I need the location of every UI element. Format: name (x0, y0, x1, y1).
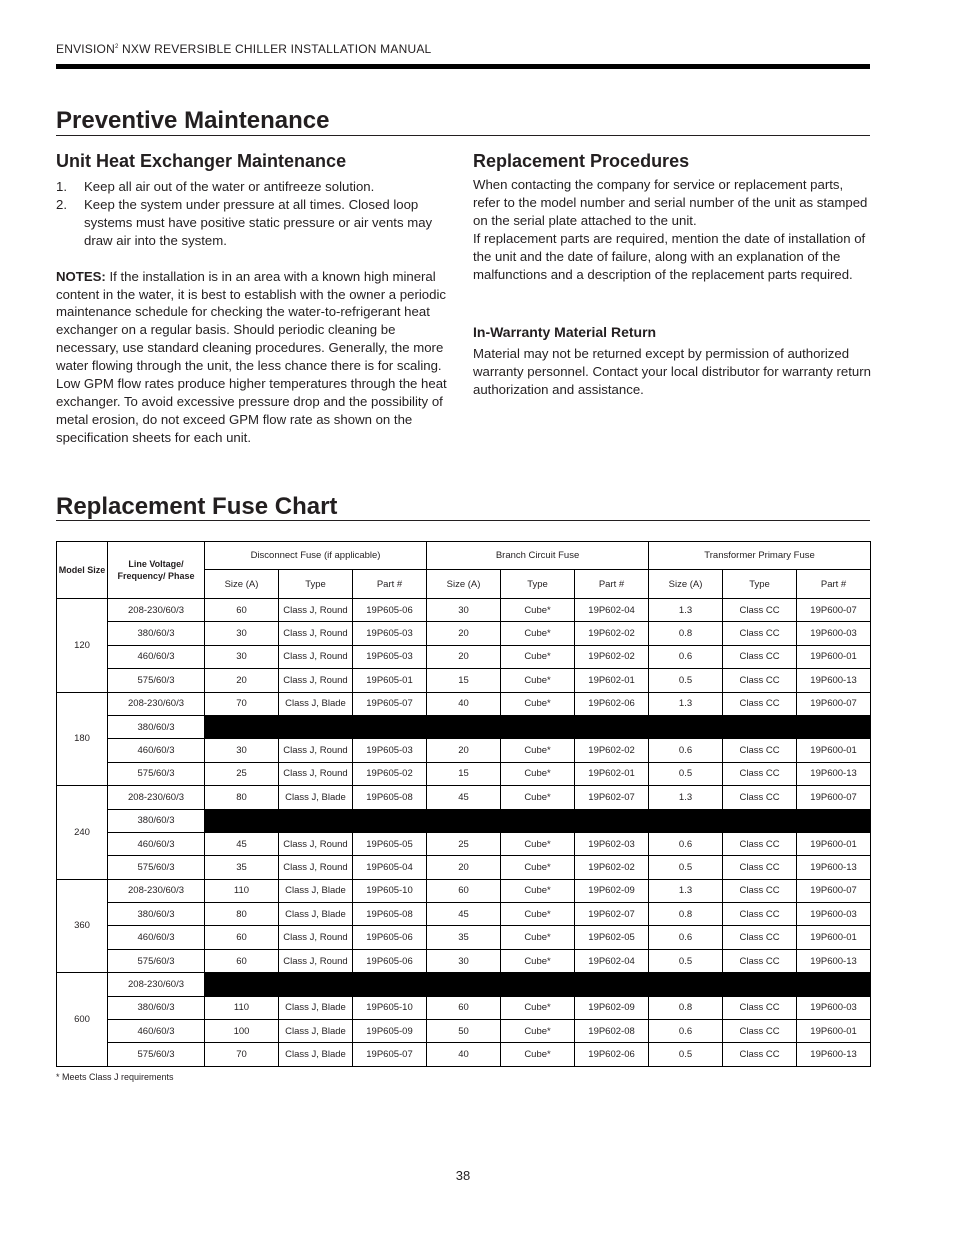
table-cell: 20 (205, 669, 279, 692)
table-cell: Class J, Round (279, 832, 353, 855)
table-cell: 19P602-04 (575, 949, 649, 972)
not-available-cell (205, 715, 871, 738)
model-size-cell: 360 (57, 879, 108, 973)
table-cell: 19P605-02 (353, 762, 427, 785)
table-cell: Cube* (501, 856, 575, 879)
table-cell: Cube* (501, 669, 575, 692)
section-title-fuse-chart: Replacement Fuse Chart (56, 493, 338, 520)
voltage-cell: 208-230/60/3 (108, 973, 205, 996)
table-cell: 19P600-13 (797, 949, 871, 972)
voltage-cell: 575/60/3 (108, 856, 205, 879)
table-cell: 19P605-07 (353, 1043, 427, 1066)
table-cell: Cube* (501, 832, 575, 855)
table-cell: 19P600-01 (797, 926, 871, 949)
voltage-cell: 380/60/3 (108, 903, 205, 926)
header-size: Size (A) (205, 570, 279, 599)
header-part: Part # (353, 570, 427, 599)
table-cell: Class J, Blade (279, 879, 353, 902)
table-cell: 35 (427, 926, 501, 949)
table-cell: 1.3 (649, 786, 723, 809)
table-cell: 0.6 (649, 1020, 723, 1043)
table-cell: Cube* (501, 762, 575, 785)
table-cell: Class J, Round (279, 622, 353, 645)
table-row (57, 973, 871, 996)
table-cell: 19P600-01 (797, 645, 871, 668)
table-cell: Class J, Round (279, 739, 353, 762)
table-cell: Cube* (501, 903, 575, 926)
table-row (57, 645, 871, 668)
table-cell: 0.6 (649, 926, 723, 949)
table-cell: 0.5 (649, 762, 723, 785)
table-cell: 19P602-02 (575, 645, 649, 668)
table-cell: 30 (427, 599, 501, 622)
table-cell: 0.5 (649, 949, 723, 972)
table-cell: 45 (427, 786, 501, 809)
heading-in-warranty: In-Warranty Material Return (473, 324, 657, 340)
table-cell: 1.3 (649, 692, 723, 715)
table-cell: Class CC (723, 856, 797, 879)
table-cell: Class J, Blade (279, 903, 353, 926)
table-cell: 0.6 (649, 832, 723, 855)
table-cell: Class CC (723, 1043, 797, 1066)
table-cell: Class CC (723, 786, 797, 809)
notes-paragraph: NOTES: If the installation is in an area with a known high mineral content in the water, it is best to establish with the owner a periodic maintenance schedule for checking the water-to-refrigerant heat exchanger on a regular basis. Should periodic cleaning be necessary, use standard cleaning procedures. Generally, the more water flowing through the unit, the less chance there is for scaling. Low GPM flow rates produce higher temperatures through the heat exchanger. To avoid excessive pressure drop and the possibility of metal erosion, do not exceed GPM flow rate as shown on the specification sheets for each unit. (56, 268, 447, 445)
heat-exchanger-content (56, 178, 456, 447)
fuse-table-body (57, 599, 871, 1067)
table-cell: 40 (427, 1043, 501, 1066)
table-cell: 19P605-05 (353, 832, 427, 855)
table-cell: Class CC (723, 926, 797, 949)
table-cell: 40 (427, 692, 501, 715)
list-item (56, 196, 456, 250)
table-cell: 19P602-01 (575, 762, 649, 785)
voltage-cell: 575/60/3 (108, 1043, 205, 1066)
table-cell: 19P600-13 (797, 1043, 871, 1066)
table-cell: 0.5 (649, 669, 723, 692)
table-cell: Class CC (723, 599, 797, 622)
warranty-paragraph: Material may not be returned except by permission of authorized warranty personnel. Contact your local distributor for warranty return authorization and assistance. (473, 346, 871, 397)
table-cell: Class J, Round (279, 645, 353, 668)
table-cell: 20 (427, 739, 501, 762)
table-row (57, 692, 871, 715)
table-cell: 19P600-01 (797, 739, 871, 762)
table-cell: 15 (427, 669, 501, 692)
table-cell: 19P600-03 (797, 996, 871, 1019)
replacement-para-2: If replacement parts are required, mention the date of installation of the unit and the date of failure, along with an explanation of the malfunctions and a description of the replacement parts required. (473, 230, 866, 282)
warranty-content (473, 345, 873, 399)
header-part: Part # (575, 570, 649, 599)
table-cell: 19P605-03 (353, 622, 427, 645)
list-number: 1. (56, 179, 67, 194)
model-size-cell: 600 (57, 973, 108, 1067)
voltage-cell: 208-230/60/3 (108, 879, 205, 902)
table-footnote: * Meets Class J requirements (56, 1072, 174, 1082)
table-cell: Cube* (501, 879, 575, 902)
table-cell: Class CC (723, 832, 797, 855)
table-cell: 45 (427, 903, 501, 926)
table-cell: Cube* (501, 739, 575, 762)
maintenance-list (56, 178, 456, 250)
table-cell: 19P605-09 (353, 1020, 427, 1043)
table-cell: Cube* (501, 1020, 575, 1043)
replacement-content (473, 176, 873, 283)
list-number: 2. (56, 196, 67, 212)
voltage-cell: 208-230/60/3 (108, 692, 205, 715)
table-cell: 19P600-03 (797, 622, 871, 645)
table-cell: 19P605-06 (353, 949, 427, 972)
table-cell: Class J, Round (279, 949, 353, 972)
table-cell: 19P602-01 (575, 669, 649, 692)
table-cell: 80 (205, 903, 279, 926)
table-row (57, 669, 871, 692)
table-row (57, 879, 871, 902)
table-cell: 19P602-06 (575, 692, 649, 715)
table-cell: 19P602-09 (575, 879, 649, 902)
table-cell: Class J, Round (279, 762, 353, 785)
voltage-cell: 460/60/3 (108, 1020, 205, 1043)
table-cell: 20 (427, 622, 501, 645)
header-type: Type (501, 570, 575, 599)
table-cell: 19P605-06 (353, 926, 427, 949)
table-cell: 0.6 (649, 739, 723, 762)
table-cell: 19P600-03 (797, 903, 871, 926)
table-row (57, 739, 871, 762)
table-row (57, 1043, 871, 1066)
model-size-cell: 180 (57, 692, 108, 786)
table-cell: 80 (205, 786, 279, 809)
voltage-cell: 575/60/3 (108, 949, 205, 972)
table-cell: 19P605-07 (353, 692, 427, 715)
table-row (57, 996, 871, 1019)
table-cell: Class J, Round (279, 926, 353, 949)
table-cell: Class J, Blade (279, 786, 353, 809)
table-cell: Class J, Round (279, 599, 353, 622)
header-type: Type (279, 570, 353, 599)
table-cell: 60 (205, 926, 279, 949)
section-rule (56, 520, 870, 521)
model-size-cell: 240 (57, 786, 108, 880)
voltage-cell: 208-230/60/3 (108, 599, 205, 622)
table-cell: Cube* (501, 622, 575, 645)
table-cell: 70 (205, 1043, 279, 1066)
table-cell: 19P605-06 (353, 599, 427, 622)
table-row (57, 786, 871, 809)
table-cell: 60 (205, 949, 279, 972)
table-cell: 19P600-07 (797, 879, 871, 902)
table-cell: 45 (205, 832, 279, 855)
section-title-preventive-maintenance: Preventive Maintenance (56, 107, 330, 134)
table-cell: Class J, Blade (279, 996, 353, 1019)
heading-heat-exchanger: Unit Heat Exchanger Maintenance (56, 151, 347, 171)
table-cell: 60 (205, 599, 279, 622)
table-cell: 0.8 (649, 996, 723, 1019)
table-row (57, 809, 871, 832)
table-row (57, 903, 871, 926)
not-available-cell (205, 809, 871, 832)
table-cell: Cube* (501, 692, 575, 715)
model-size-cell: 120 (57, 599, 108, 693)
voltage-cell: 460/60/3 (108, 832, 205, 855)
table-row (57, 832, 871, 855)
table-cell: 30 (205, 645, 279, 668)
voltage-cell: 575/60/3 (108, 669, 205, 692)
header-type: Type (723, 570, 797, 599)
table-cell: Class CC (723, 949, 797, 972)
table-cell: 60 (427, 996, 501, 1019)
voltage-cell: 460/60/3 (108, 739, 205, 762)
table-cell: Cube* (501, 996, 575, 1019)
table-cell: 70 (205, 692, 279, 715)
table-row (57, 622, 871, 645)
table-cell: Class CC (723, 669, 797, 692)
table-cell: 19P600-07 (797, 599, 871, 622)
not-available-cell (205, 973, 871, 996)
table-cell: Class J, Blade (279, 1043, 353, 1066)
table-cell: 19P602-07 (575, 786, 649, 809)
table-row (57, 762, 871, 785)
table-cell: 1.3 (649, 879, 723, 902)
voltage-cell: 380/60/3 (108, 996, 205, 1019)
table-row (57, 926, 871, 949)
table-row (57, 949, 871, 972)
table-cell: Class CC (723, 762, 797, 785)
table-cell: 19P605-03 (353, 645, 427, 668)
running-header: ENVISION$^2$ NXW REVERSIBLE CHILLER INSTALLATION MANUAL (56, 42, 432, 56)
table-cell: 0.6 (649, 645, 723, 668)
table-cell: 20 (427, 856, 501, 879)
table-cell: 19P600-13 (797, 762, 871, 785)
table-cell: 19P605-01 (353, 669, 427, 692)
voltage-cell: 460/60/3 (108, 645, 205, 668)
table-cell: 20 (427, 645, 501, 668)
table-cell: Class CC (723, 996, 797, 1019)
replacement-para-1: When contacting the company for service or replacement parts, refer to the model number and serial number of the unit as stamped on the serial plate attached to the unit. (473, 177, 868, 228)
list-text: Keep all air out of the water or antifreeze solution. (84, 179, 375, 194)
table-cell: Cube* (501, 645, 575, 668)
table-cell: 19P602-06 (575, 1043, 649, 1066)
table-cell: Class J, Blade (279, 692, 353, 715)
section-rule (56, 135, 870, 136)
table-cell: 19P602-09 (575, 996, 649, 1019)
table-cell: 30 (205, 622, 279, 645)
header-disconnect-fuse: Disconnect Fuse (if applicable) (205, 542, 427, 570)
table-cell: 19P602-02 (575, 622, 649, 645)
page-number: 38 (455, 1168, 471, 1183)
table-cell: Class J, Round (279, 669, 353, 692)
table-cell: 0.5 (649, 1043, 723, 1066)
table-cell: 19P602-05 (575, 926, 649, 949)
table-cell: 15 (427, 762, 501, 785)
table-cell: Cube* (501, 786, 575, 809)
table-cell: Class CC (723, 879, 797, 902)
fuse-chart-table (56, 541, 871, 1067)
header-model-size: Model Size (57, 542, 108, 599)
table-cell: Class CC (723, 645, 797, 668)
list-item (56, 178, 456, 196)
table-cell: Class CC (723, 739, 797, 762)
voltage-cell: 460/60/3 (108, 926, 205, 949)
list-text: Keep the system under pressure at all times. Closed loop systems must have positive static pressure or air vents may draw air into the system. (84, 196, 433, 248)
header-branch-circuit-fuse: Branch Circuit Fuse (427, 542, 649, 570)
table-row (57, 599, 871, 622)
table-row (57, 715, 871, 738)
table-cell: 19P600-01 (797, 832, 871, 855)
voltage-cell: 380/60/3 (108, 622, 205, 645)
table-cell: 30 (427, 949, 501, 972)
table-cell: Cube* (501, 1043, 575, 1066)
table-cell: Cube* (501, 926, 575, 949)
table-cell: Class CC (723, 692, 797, 715)
table-cell: 19P600-07 (797, 692, 871, 715)
table-cell: 19P605-10 (353, 879, 427, 902)
table-cell: 19P600-01 (797, 1020, 871, 1043)
header-size: Size (A) (427, 570, 501, 599)
table-cell: 0.8 (649, 622, 723, 645)
table-cell: 25 (205, 762, 279, 785)
voltage-cell: 208-230/60/3 (108, 786, 205, 809)
table-cell: 110 (205, 879, 279, 902)
table-cell: 19P605-08 (353, 903, 427, 926)
table-cell: Class J, Round (279, 856, 353, 879)
table-cell: Class CC (723, 622, 797, 645)
table-cell: 19P602-02 (575, 739, 649, 762)
table-cell: Cube* (501, 949, 575, 972)
table-cell: 19P602-03 (575, 832, 649, 855)
heading-replacement-procedures: Replacement Procedures (473, 151, 690, 171)
table-cell: 19P602-02 (575, 856, 649, 879)
table-cell: 25 (427, 832, 501, 855)
table-cell: 30 (205, 739, 279, 762)
table-cell: 60 (427, 879, 501, 902)
table-cell: 19P605-04 (353, 856, 427, 879)
table-cell: 0.8 (649, 903, 723, 926)
table-cell: 19P602-04 (575, 599, 649, 622)
voltage-cell: 380/60/3 (108, 715, 205, 738)
table-cell: 1.3 (649, 599, 723, 622)
table-cell: 19P605-10 (353, 996, 427, 1019)
table-row (57, 856, 871, 879)
table-cell: 110 (205, 996, 279, 1019)
table-cell: 19P600-13 (797, 856, 871, 879)
header-rule (56, 64, 870, 69)
table-cell: Class CC (723, 903, 797, 926)
table-cell: 19P600-07 (797, 786, 871, 809)
table-row (57, 1020, 871, 1043)
table-cell: 19P605-08 (353, 786, 427, 809)
voltage-cell: 380/60/3 (108, 809, 205, 832)
header-line-voltage: Line Voltage/ Frequency/ Phase (108, 542, 205, 599)
header-size: Size (A) (649, 570, 723, 599)
voltage-cell: 575/60/3 (108, 762, 205, 785)
table-cell: 19P602-07 (575, 903, 649, 926)
table-cell: 19P600-13 (797, 669, 871, 692)
table-cell: 35 (205, 856, 279, 879)
table-cell: 19P605-03 (353, 739, 427, 762)
table-cell: Cube* (501, 599, 575, 622)
table-cell: Class CC (723, 1020, 797, 1043)
table-cell: 100 (205, 1020, 279, 1043)
header-transformer-primary-fuse: Transformer Primary Fuse (649, 542, 871, 570)
header-part: Part # (797, 570, 871, 599)
table-cell: 50 (427, 1020, 501, 1043)
table-cell: 0.5 (649, 856, 723, 879)
table-cell: 19P602-08 (575, 1020, 649, 1043)
table-cell: Class J, Blade (279, 1020, 353, 1043)
